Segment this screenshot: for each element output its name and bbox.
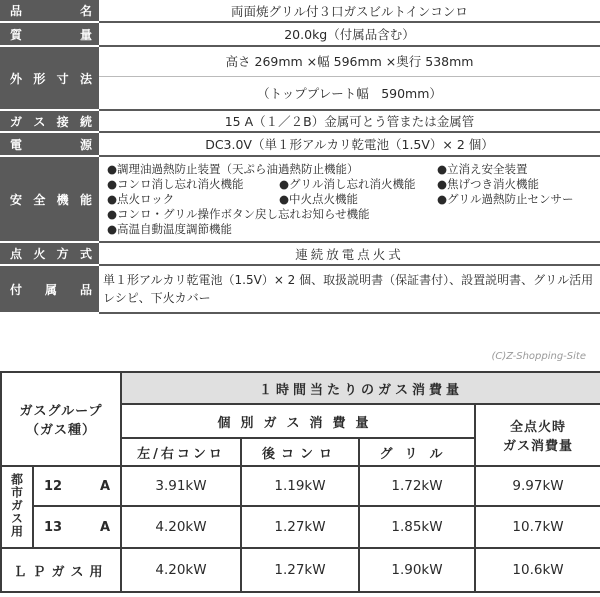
label-weight: 質 量 [0,22,99,46]
label-ignition: 点 火 方 式 [0,242,99,265]
gas-type-13a: 13 A [33,506,121,548]
value-gas-connection: 15 A（１／２B）金属可とう管または金属管 [99,110,600,132]
value-ignition: 連続放電点火式 [99,242,600,265]
gas-group-label: ガスグループ [19,404,103,419]
value-13a-lr: 4.20kW [121,506,241,548]
feature-item: ●調理油過熱防止装置（天ぷら油過熱防止機能） [107,161,359,176]
value-product-name: 両面焼グリル付３口ガスビルトインコンロ [99,0,600,22]
value-power: DC3.0V（単１形アルカリ乾電池（1.5V）× 2 個） [99,132,600,156]
gas-group-header [1,372,121,466]
gas-group-sub: （ガス種） [25,423,96,438]
value-lp-rear: 1.27kW [241,548,359,592]
value-lp-grill: 1.90kW [359,548,475,592]
col-grill: グリル [359,438,475,466]
col-rear: 後コンロ [241,438,359,466]
feature-item: ●グリル消し忘れ消火機能 [279,176,416,191]
value-13a-grill: 1.85kW [359,506,475,548]
value-13a-total: 10.7kW [475,506,600,548]
value-lp-total: 10.6kW [475,548,600,592]
label-power: 電 源 [0,132,99,156]
value-lp-lr: 4.20kW [121,548,241,592]
watermark: (C)Z-Shopping-Site [491,351,586,362]
feature-item: ●中火点火機能 [279,191,359,206]
label-dimensions: 外 形 寸 法 [0,46,99,110]
total-header-line2: ガス消費量 [503,439,574,454]
label-gas-connection: ガ ス 接 続 [0,110,99,132]
value-accessories: 単１形アルカリ乾電池（1.5V）× 2 個、取扱説明書（保証書付）、設置説明書、グリル活用レシピ、下火カバー [99,265,600,313]
feature-item: ●コンロ・グリル操作ボタン戻し忘れお知らせ機能 [107,206,370,221]
value-top-plate: （トッププレート幅 590mm） [99,76,600,110]
label-product-name: 品 名 [0,0,99,22]
col-left-right: 左/右コンロ [121,438,241,466]
total-header-line1: 全点火時 [510,420,567,435]
individual-header: 個別ガス消費量 [121,404,475,438]
total-header [475,404,600,466]
gas-type-lp: ＬＰガス用 [1,548,121,592]
gas-type-12a: 12 A [33,466,121,506]
hourly-header: １時間当たりのガス消費量 [121,372,600,404]
value-12a-rear: 1.19kW [241,466,359,506]
feature-item: ●高温自動温度調節機能 [107,221,233,236]
gas-consumption-table [0,371,600,593]
feature-item: ●焦げつき消火機能 [437,176,540,191]
feature-item: ●コンロ消し忘れ消火機能 [107,176,244,191]
label-accessories: 付 属 品 [0,265,99,313]
feature-item: ●立消え安全装置 [437,161,528,176]
label-safety: 安 全 機 能 [0,156,99,242]
value-12a-grill: 1.72kW [359,466,475,506]
safety-features [99,156,600,242]
value-dimensions: 高さ 269mm ×幅 596mm ×奥行 538mm [99,46,600,76]
value-13a-rear: 1.27kW [241,506,359,548]
feature-item: ●グリル過熱防止センサー [437,191,574,206]
value-weight: 20.0kg（付属品含む） [99,22,600,46]
city-gas-label: 都市ガス用 [1,466,33,548]
feature-item: ●点火ロック [107,191,175,206]
value-12a-lr: 3.91kW [121,466,241,506]
value-12a-total: 9.97kW [475,466,600,506]
